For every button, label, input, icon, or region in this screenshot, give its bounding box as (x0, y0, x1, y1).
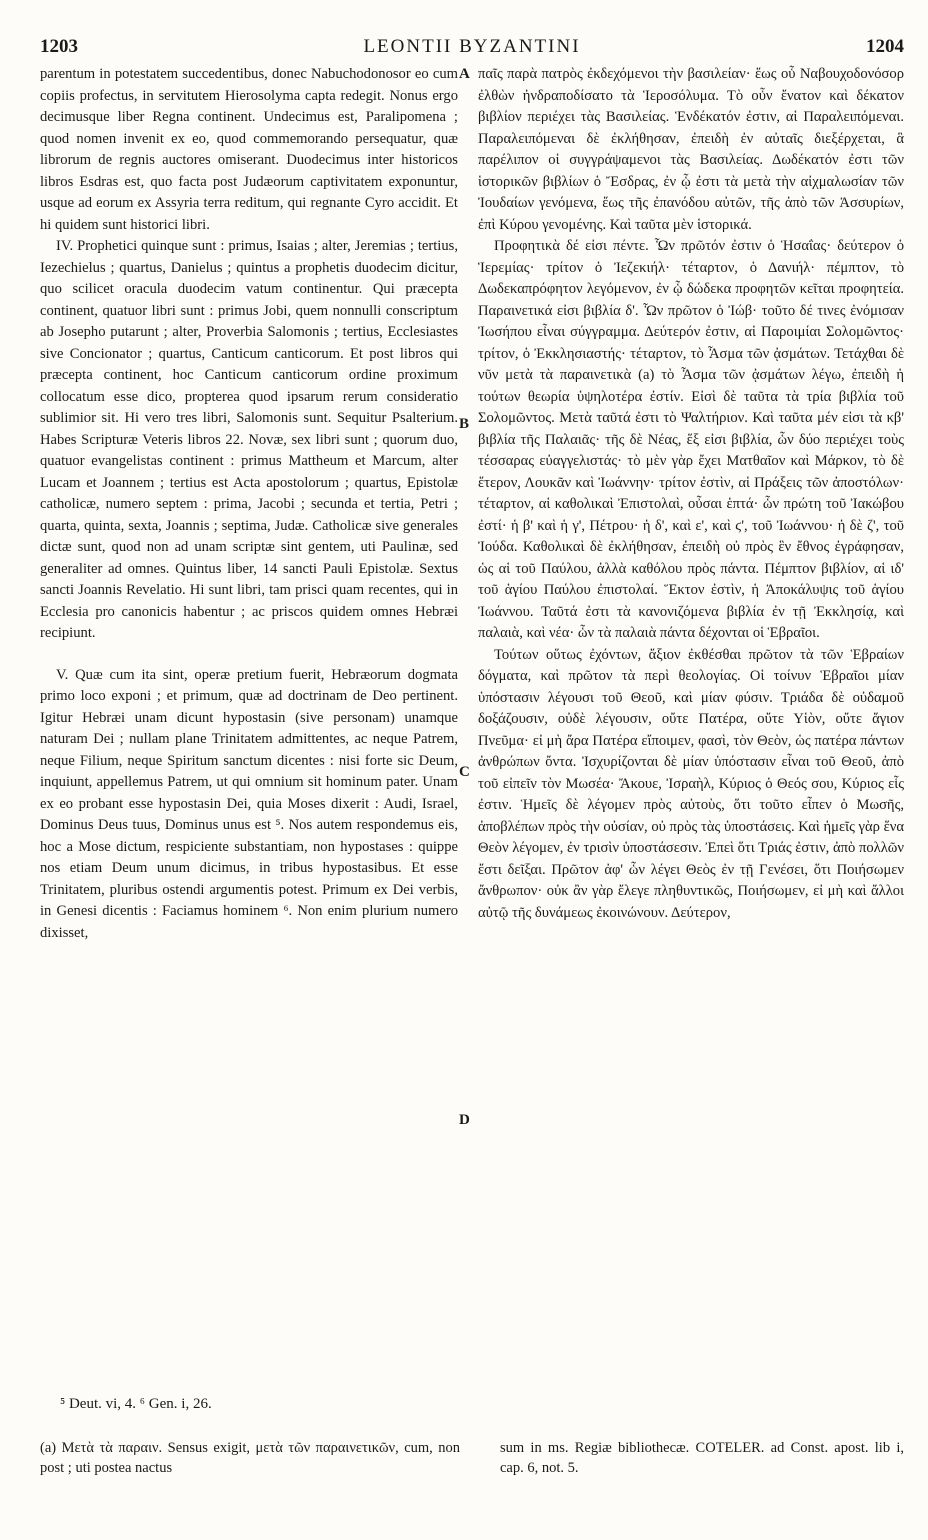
page-number-right: 1204 (866, 36, 904, 57)
latin-column (40, 64, 458, 944)
latin-paragraph: parentum in potestatem succedentibus, donec Nabuchodonosor eo cum copiis profectus, in servitutem Hierosolyma capta redegit. Nonus ergo decimusque liber Regna continent. Undecimus est, Paralipomena ; quod nomen invenit ex eo, quod commemorando persequatur, quæ librorum de regnis auctores omiserant. Duodecimus inter historicos libros Esdras est, quo facta post Judæorum captivitatem exponuntur, usque ad eorum ex Assyria terra reditum, qui regnante Cyro accidit. Et hi quidem sunt historici libri. (40, 66, 458, 233)
page-header (40, 36, 904, 62)
greek-column (478, 64, 904, 924)
greek-paragraph: Τούτων οὕτως ἐχόντων, ἄξιον ἐκθέσθαι πρῶτον τὰ τῶν Ἑβραίων δόγματα, καὶ πρῶτον τὰ περὶ θεολογίας. Οἱ τοίνυν Ἑβραῖοι μίαν ὑπόστασιν λέγουσι τοῦ Θεοῦ, καὶ μίαν φύσιν. Τριάδα δὲ οὐδαμοῦ δοξάζουσιν, οὐδὲ λέγουσιν, οὔτε Πατέρα, οὔτε Υἱὸν, οὔτε ἅγιον Πνεῦμα· εἰ μὴ ἄρα Πατέρα εἴποιμεν, φασὶ, τὸν Θεὸν, ὡς πατέρα πάντων ἀνθρώπων ὄντα. Ἰσχυρίζονται δὲ μίαν ὑπόστασιν εἶναι τοῦ Θεοῦ, ἀπὸ τοῦ εἰπεῖν τὸν Μωσέα· Ἄκουε, Ἰσραὴλ, Κύριος ὁ Θεός σου, Κύριος εἷς ἐστιν. Ἡμεῖς δὲ λέγομεν πρὸς αὐτοὺς, ὅτι τοῦτο εἶπεν ὁ Μωσῆς, ἀποβλέπων πρὸς τὴν οὐσίαν, οὐ πρὸς τὰς ὑποστάσεις. Καὶ ἡμεῖς γὰρ ἕνα Θεὸν λέγομεν, ἐν τρισὶν ὑποστάσεσιν. Ἐπεὶ ὅτι Τριάς ἐστιν, ἀπὸ πολλῶν ἔστι δεῖξαι. Πρῶτον ἀφ' ὧν λέγει Θεὸς ἐν τῇ Γενέσει, ὅτι Ποιήσωμεν ἄνθρωπον· οὐκ ἂν γὰρ ἔλεγε πληθυντικῶς, Ποιήσωμεν, εἰ μὴ καὶ ἄλλοι αὐτῷ τῆς δυνάμεως ἐκοινώνουν. Δεύτερον, (478, 646, 904, 921)
running-title: LEONTII BYZANTINI (363, 36, 581, 57)
latin-paragraph: IV. Prophetici quinque sunt : primus, Isaias ; alter, Jeremias ; tertius, Iezechielus ; quartus, Danielus ; quintus a prophetis duodecim dicitur, quo scilicet oracula duodecim vatum continentur. Qui præcepta continent, quatuor libri sunt : primus Jobi, quem nonnulli conscriptum ab Josepho putarunt ; alter, Proverbia Salomonis ; tertius, Ecclesiastes sive Concionator ; quartus, Canticum canticorum. Et post libros qui præcepta continent, hoc Canticum canticorum ordine proximum collocatum esse dico, propterea quod ipsarum rerum consideratio sublimior sit. Hi vero tres libri, Salomonis sunt. Sequitur Psalterium. Habes Scripturæ Veteris libros 22. Novæ, sex libri sunt ; quorum duo, quatuor evangelistas continent : primus Mattheum et Marcum, alter Lucam et Joannem ; tertius est Acta apostolorum ; quartus, Epistolæ catholicæ, numero septem : prima, Jacobi ; secunda et tertia, Petri ; quarta, quinta, sexta, Joannis ; septima, Judæ. Catholicæ sive generales dictæ sunt, quod non ad unam scriptæ sint gentem, uti Paulinæ, sed generaliter ad omnes. Quintus liber, 14 sancti Pauli Epistolæ. Sextus sancti Joannis Revelatio. Hi sunt libri, tam prisci quam recentes, qui in Ecclesia pro canonicis habentur ; ac priscos quidem omnes Hebræi recipiunt. (40, 238, 458, 641)
section-marker-b: B (459, 416, 470, 432)
footnote: ⁵ Deut. vi, 4. ⁶ Gen. i, 26. (60, 1396, 212, 1412)
page-number-left: 1203 (40, 36, 78, 57)
greek-paragraph: Προφητικὰ δέ εἰσι πέντε. Ὧν πρῶτόν ἐστιν ὁ Ἡσαΐας· δεύτερον ὁ Ἱερεμίας· τρίτον ὁ Ἰεζεκιήλ· τέταρτον, ὁ Δανιήλ· πέμπτον, τὸ Δωδεκαπρόφητον λεγόμενον, ἐν ᾧ δώδεκα προφητῶν κεῖται προφητεία. Παραινετικά εἰσι βιβλία δ'. Ὧν πρῶτον ὁ Ἰώβ· τοῦτο δέ τινες ἐνόμισαν Ἰωσήπου εἶναι σύγγραμμα. Δεύτερόν ἐστιν, αἱ Παροιμίαι Σολομῶντος· τρίτον, ὁ Ἐκκλησιαστής· τέταρτον, τὸ Ἆσμα τῶν ᾀσμάτων. Τετάχθαι δὲ νῦν μετὰ τὰ παραινετικὰ (a) τὸ Ἆσμα τῶν ᾀσμάτων λέγω, ἐπειδὴ ἡ τούτων θεωρία ὑψηλοτέρα ἐστίν. Εἰσὶ δὲ ταῦτα τὰ τρία βιβλία τοῦ Σολομῶντος. Μετὰ ταῦτά ἐστι τὸ Ψαλτήριον. Καὶ ταῦτα μέν εἰσι τὰ κβ' βιβλία τῆς Παλαιᾶς· τῆς δὲ Νέας, ἕξ εἰσι βιβλία, ὧν δύο περιέχει τοὺς τέσσαρας εὐαγγελιστάς· τὸ μὲν γὰρ ἔχει Ματθαῖον καὶ Μάρκον, τὸ δὲ ἕτερον, Λουκᾶν καὶ Ἰωάννην· τρίτον ἐστὶν, αἱ Πράξεις τῶν ἀποστόλων· τέταρτον, αἱ καθολικαὶ Ἐπιστολαὶ, οὖσαι ἑπτά· ὧν πρώτη τοῦ Ἰακώβου ἐστί· ἡ β' καὶ ἡ γ', Πέτρου· ἡ δ', καὶ ε', καὶ ϛ', τοῦ Ἰωάννου· ἡ δὲ ζ', τοῦ Ἰούδα. Καθολικαὶ δὲ ἐκλήθησαν, ἐπειδὴ οὐ πρὸς ἓν ἔθνος ἐγράφησαν, ὡς αἱ τοῦ Παύλου, ἀλλὰ καθόλου πρὸς πάντα. Πέμπτον βιβλίον, αἱ ιδ' τοῦ ἁγίου Παύλου ἐπιστολαί. Ἕκτον ἐστὶν, ἡ Ἀποκάλυψις τοῦ ἁγίου Ἰωάννου. Ταῦτά ἐστι τὰ κανονιζόμενα βιβλία ἐν τῇ Ἐκκλησίᾳ, καὶ παλαιὰ, καὶ νέα· ὧν τὰ παλαιὰ πάντα δέχονται οἱ Ἑβραῖοι. (478, 238, 904, 641)
section-marker-d: D (459, 1112, 470, 1128)
annotation-right: sum in ms. Regiæ bibliothecæ. COTELER. ad Const. apost. lib i, cap. 6, not. 5. (500, 1440, 904, 1476)
latin-paragraph: V. Quæ cum ita sint, operæ pretium fuerit, Hebræorum dogmata primo loco exponi ; et primum, quæ ad doctrinam de Deo pertinent. Igitur Hebræi unam dicunt hypostasin (sive personam) unamque naturam Dei ; nullam plane Trinitatem admittentes, ac neque Patrem, neque Filium, neque Spiritum sanctum dicentes : nisi forte sic Deum, inquiunt, appellemus Patrem, ut qui omnium sit hominum pater. Unam ex eo probant esse hypostasin Dei, quia Moses dixerit : Audi, Israel, Dominus Deus tuus, Dominus unus est ⁵. Nos autem respondemus eis, hoc a Mose dictum, respiciente substantiam, non hypostases : quippe nos etiam Deum unum dicimus, in tribus hypostasibus. Et esse Trinitatem, pluribus ostendi argumentis potest. Primum ex Dei verbis, in Genesi dicentis : Faciamus hominem ⁶. Non enim plurium numero dixisset, (40, 666, 458, 941)
annotation-left: (a) Μετὰ τὰ παραιν. Sensus exigit, μετὰ τῶν παραινετικῶν, cum, non post ; uti postea nactus (40, 1440, 460, 1476)
section-marker-c: C (459, 764, 470, 780)
section-marker-a: A (459, 66, 470, 82)
greek-paragraph: παῖς παρὰ πατρὸς ἐκδεχόμενοι τὴν βασιλείαν· ἕως οὗ Ναβουχοδονόσορ ἐλθὼν ἠνδραποδίσατο τὰ Ἱεροσόλυμα. Τὸ οὖν ἔνατον καὶ δέκατον βιβλίον περιέχει τὰς Βασιλείας. Ἑνδέκατόν ἐστιν, αἱ Παραλειπόμεναι. Παραλειπόμεναι δὲ ἐκλήθησαν, ἐπειδὴ ἐν αὐταῖς διεξέρχεται, ἃ παρέλιπον οἱ συγγράψαμενοι τὰς Βασιλείας. Δωδέκατόν ἐστι τῶν ἱστορικῶν βιβλίων ὁ Ἔσδρας, ἐν ᾧ ἐστι τὰ μετὰ τὴν αἰχμαλωσίαν τῶν Ἰουδαίων γενόμενα, ἕως τῆς ἐπανόδου αὐτῶν, τῆς ἀπὸ τῶν Ἀσσυρίων, ἐπὶ Κύρου γενομένης. Καὶ ταῦτα μὲν ἱστορικά. (478, 66, 904, 233)
